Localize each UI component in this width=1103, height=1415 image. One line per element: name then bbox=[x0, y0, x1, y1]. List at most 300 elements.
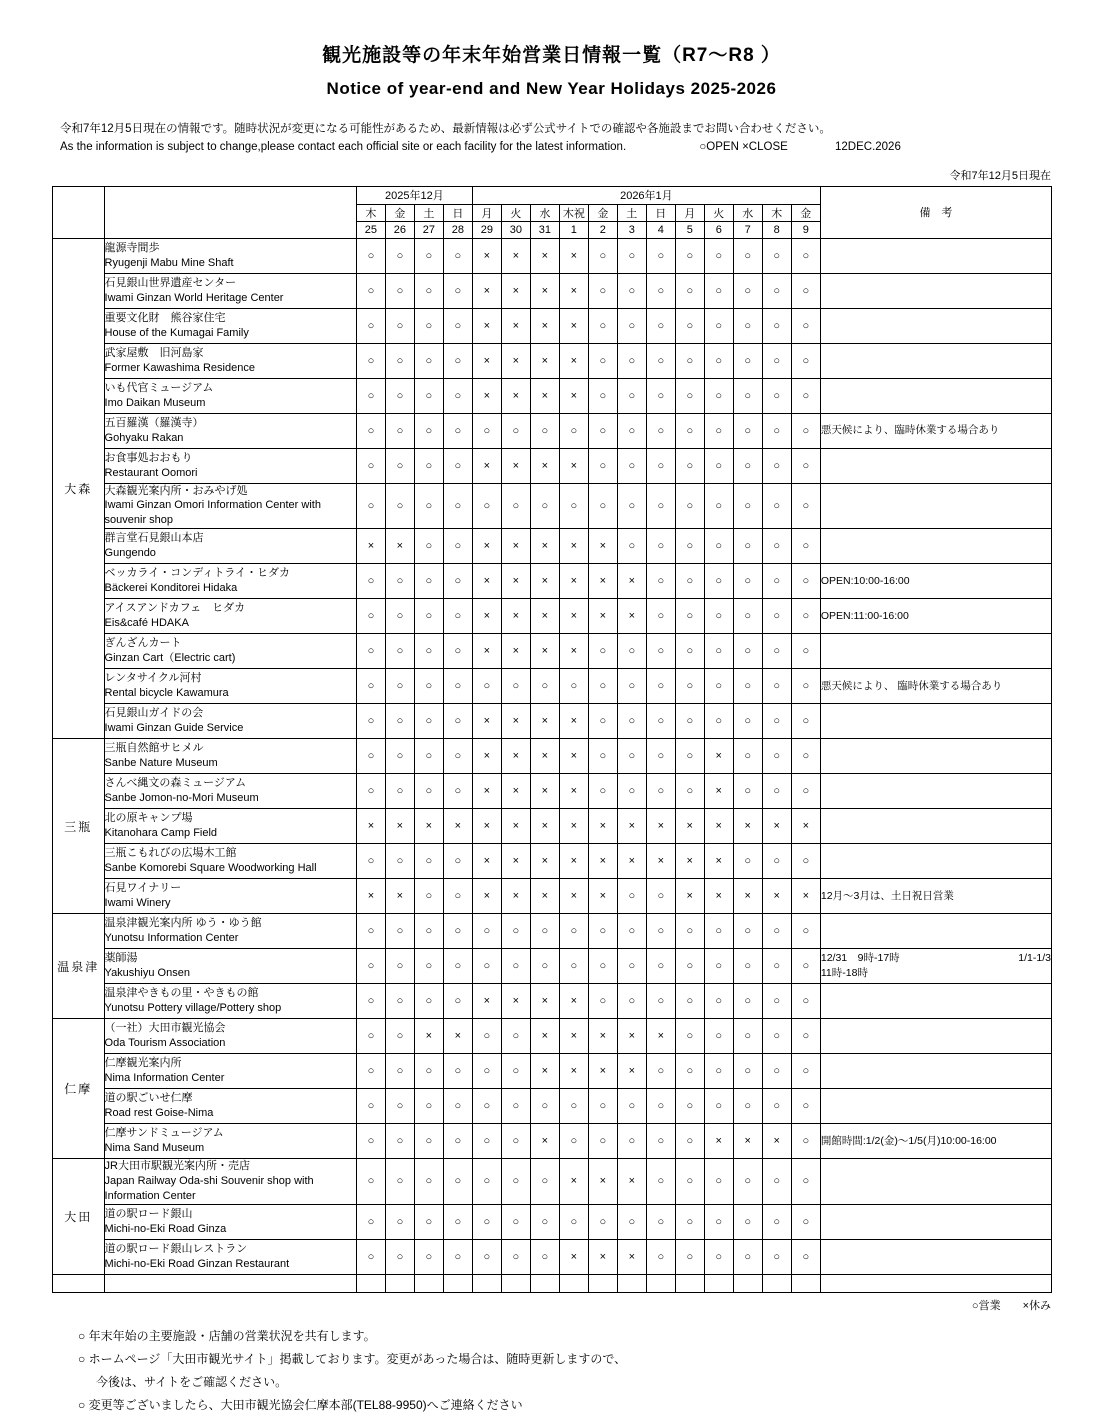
remarks-cell bbox=[820, 844, 1051, 879]
status-mark: ○ bbox=[646, 273, 675, 308]
status-mark: × bbox=[472, 879, 501, 914]
status-mark: × bbox=[704, 1124, 733, 1159]
status-mark: ○ bbox=[762, 949, 791, 984]
status-mark: ○ bbox=[617, 669, 646, 704]
status-mark: ○ bbox=[733, 483, 762, 529]
weekday-cell: 金 bbox=[588, 204, 617, 221]
status-mark: × bbox=[530, 809, 559, 844]
status-mark: ○ bbox=[588, 483, 617, 529]
status-mark: ○ bbox=[646, 739, 675, 774]
remarks-cell bbox=[820, 774, 1051, 809]
status-mark: ○ bbox=[356, 949, 385, 984]
status-mark: ○ bbox=[675, 739, 704, 774]
status-mark: × bbox=[791, 809, 820, 844]
remarks-cell bbox=[820, 634, 1051, 669]
status-mark: ○ bbox=[588, 984, 617, 1019]
facility-name-en: Ryugenji Mabu Mine Shaft bbox=[104, 256, 234, 269]
status-mark: ○ bbox=[588, 1089, 617, 1124]
facility-name-jp: 仁摩観光案内所 bbox=[104, 1057, 182, 1070]
status-mark: ○ bbox=[414, 844, 443, 879]
status-mark: ○ bbox=[443, 879, 472, 914]
status-mark: × bbox=[472, 529, 501, 564]
status-mark: ○ bbox=[530, 413, 559, 448]
status-mark: ○ bbox=[646, 914, 675, 949]
status-mark: ○ bbox=[501, 1019, 530, 1054]
status-mark: ○ bbox=[472, 413, 501, 448]
status-mark: ○ bbox=[501, 1159, 530, 1205]
status-mark: × bbox=[530, 704, 559, 739]
date-cell: 4 bbox=[646, 221, 675, 238]
facility-name-cell bbox=[104, 1054, 356, 1089]
status-mark: × bbox=[762, 1124, 791, 1159]
status-mark: × bbox=[646, 844, 675, 879]
status-mark: ○ bbox=[646, 238, 675, 273]
date-cell: 5 bbox=[675, 221, 704, 238]
status-mark: ○ bbox=[733, 704, 762, 739]
facility-name-en: Iwami Ginzan Omori Information Center with souvenir shop bbox=[104, 499, 321, 527]
status-mark: ○ bbox=[443, 634, 472, 669]
status-mark: ○ bbox=[646, 448, 675, 483]
status-mark: ○ bbox=[733, 1054, 762, 1089]
note-col-header: 備 考 bbox=[820, 186, 1051, 238]
table-row bbox=[53, 984, 1052, 1019]
status-mark: × bbox=[530, 529, 559, 564]
footnote-2: ○ ホームページ「大田市観光サイト」掲載しております。変更があった場合は、随時更新しますので、 bbox=[78, 1351, 627, 1366]
spacer-cell bbox=[472, 1274, 501, 1292]
status-mark: ○ bbox=[414, 238, 443, 273]
status-mark: ○ bbox=[414, 704, 443, 739]
status-mark: ○ bbox=[588, 774, 617, 809]
table-row bbox=[53, 879, 1052, 914]
status-mark: × bbox=[646, 809, 675, 844]
status-mark: ○ bbox=[356, 1204, 385, 1239]
status-mark: ○ bbox=[385, 844, 414, 879]
month-header-jan: 2026年1月 bbox=[472, 186, 820, 204]
status-mark: × bbox=[501, 273, 530, 308]
remarks-text: 12/31 9時-17時 bbox=[820, 952, 900, 965]
facility-name-cell bbox=[104, 273, 356, 308]
status-mark: ○ bbox=[733, 343, 762, 378]
status-mark: × bbox=[588, 1019, 617, 1054]
status-mark: × bbox=[472, 273, 501, 308]
status-mark: ○ bbox=[588, 413, 617, 448]
status-mark: ○ bbox=[385, 1089, 414, 1124]
status-mark: ○ bbox=[443, 483, 472, 529]
status-mark: × bbox=[356, 879, 385, 914]
status-mark: × bbox=[559, 809, 588, 844]
weekday-cell: 火 bbox=[704, 204, 733, 221]
status-mark: ○ bbox=[356, 1124, 385, 1159]
weekday-cell: 土 bbox=[414, 204, 443, 221]
status-mark: ○ bbox=[791, 599, 820, 634]
facility-name-en: Imo Daikan Museum bbox=[104, 396, 206, 409]
status-mark: ○ bbox=[733, 238, 762, 273]
status-mark: ○ bbox=[414, 949, 443, 984]
status-mark: × bbox=[617, 564, 646, 599]
status-mark: × bbox=[356, 809, 385, 844]
status-mark: ○ bbox=[588, 634, 617, 669]
status-mark: × bbox=[414, 1019, 443, 1054]
status-mark: ○ bbox=[385, 238, 414, 273]
status-mark: ○ bbox=[733, 378, 762, 413]
status-mark: × bbox=[501, 809, 530, 844]
status-mark: ○ bbox=[356, 634, 385, 669]
status-mark: ○ bbox=[762, 739, 791, 774]
status-mark: ○ bbox=[762, 1204, 791, 1239]
table-row bbox=[53, 1239, 1052, 1274]
status-mark: ○ bbox=[617, 774, 646, 809]
status-mark: ○ bbox=[791, 669, 820, 704]
status-mark: ○ bbox=[588, 949, 617, 984]
footnotes bbox=[78, 1327, 1103, 1415]
status-mark: ○ bbox=[733, 984, 762, 1019]
status-mark: ○ bbox=[646, 378, 675, 413]
status-mark: ○ bbox=[443, 343, 472, 378]
facility-name-en: Oda Tourism Association bbox=[104, 1037, 226, 1050]
status-mark: ○ bbox=[791, 378, 820, 413]
facility-name-jp: さんべ縄文の森ミュージアム bbox=[104, 777, 247, 790]
remarks-text: 12月～3月は、土日祝日営業 bbox=[820, 889, 954, 902]
status-mark: ○ bbox=[414, 1204, 443, 1239]
status-mark: × bbox=[501, 739, 530, 774]
status-mark: ○ bbox=[762, 529, 791, 564]
area-label: 三瓶 bbox=[53, 739, 105, 914]
status-mark: ○ bbox=[704, 914, 733, 949]
spacer-cell bbox=[559, 1274, 588, 1292]
spacer-cell bbox=[414, 1274, 443, 1292]
status-mark: ○ bbox=[414, 879, 443, 914]
status-mark: ○ bbox=[704, 483, 733, 529]
facility-name-cell bbox=[104, 1159, 356, 1205]
status-mark: ○ bbox=[791, 1054, 820, 1089]
status-mark: ○ bbox=[733, 844, 762, 879]
status-mark: ○ bbox=[646, 879, 675, 914]
status-mark: ○ bbox=[704, 1089, 733, 1124]
status-mark: ○ bbox=[414, 984, 443, 1019]
status-mark: ○ bbox=[646, 669, 675, 704]
facility-name-en: Sanbe Nature Museum bbox=[104, 757, 218, 770]
facility-name-jp: 温泉津観光案内所 ゆう・ゆう館 bbox=[104, 917, 262, 930]
status-mark: ○ bbox=[443, 1124, 472, 1159]
facility-name-cell bbox=[104, 529, 356, 564]
status-mark: ○ bbox=[443, 1204, 472, 1239]
status-mark: ○ bbox=[762, 914, 791, 949]
facility-name-jp: いも代官ミュージアム bbox=[104, 381, 214, 394]
status-mark: × bbox=[501, 308, 530, 343]
spacer-cell bbox=[385, 1274, 414, 1292]
facility-name-jp: 薬師湯 bbox=[104, 952, 138, 965]
status-mark: ○ bbox=[617, 529, 646, 564]
status-mark: × bbox=[588, 844, 617, 879]
status-mark: × bbox=[559, 879, 588, 914]
remarks-cell bbox=[820, 529, 1051, 564]
status-mark: × bbox=[704, 739, 733, 774]
facility-name-jp: 仁摩サンドミュージアム bbox=[104, 1127, 224, 1140]
status-mark: ○ bbox=[443, 1159, 472, 1205]
status-mark: ○ bbox=[385, 949, 414, 984]
remarks-cell bbox=[820, 273, 1051, 308]
remarks-cell bbox=[820, 1239, 1051, 1274]
facility-name-en: Japan Railway Oda-shi Souvenir shop with Information Center bbox=[104, 1175, 314, 1202]
remarks-cell bbox=[820, 1089, 1051, 1124]
status-mark: × bbox=[588, 529, 617, 564]
status-mark: × bbox=[501, 879, 530, 914]
status-mark: × bbox=[559, 844, 588, 879]
status-mark: × bbox=[559, 378, 588, 413]
status-mark: × bbox=[501, 378, 530, 413]
status-mark: × bbox=[530, 448, 559, 483]
status-mark: × bbox=[588, 599, 617, 634]
status-mark: ○ bbox=[443, 1089, 472, 1124]
status-mark: ○ bbox=[617, 949, 646, 984]
status-mark: ○ bbox=[443, 238, 472, 273]
status-mark: ○ bbox=[588, 669, 617, 704]
status-mark: ○ bbox=[414, 1239, 443, 1274]
status-mark: ○ bbox=[501, 1089, 530, 1124]
status-mark: ○ bbox=[733, 564, 762, 599]
status-mark: ○ bbox=[385, 378, 414, 413]
facility-name-en: Yakushiyu Onsen bbox=[104, 967, 190, 980]
status-mark: ○ bbox=[414, 669, 443, 704]
status-mark: ○ bbox=[646, 1089, 675, 1124]
status-mark: ○ bbox=[414, 1054, 443, 1089]
status-mark: ○ bbox=[559, 483, 588, 529]
facility-name-en: Michi-no-Eki Road Ginzan Restaurant bbox=[104, 1257, 290, 1270]
status-mark: ○ bbox=[675, 308, 704, 343]
status-mark: ○ bbox=[762, 448, 791, 483]
status-mark: ○ bbox=[675, 1239, 704, 1274]
status-mark: ○ bbox=[675, 1159, 704, 1205]
table-row bbox=[53, 914, 1052, 949]
facility-name-jp: 石見銀山世界遺産センター bbox=[104, 276, 237, 289]
status-mark: ○ bbox=[675, 413, 704, 448]
status-mark: ○ bbox=[472, 1019, 501, 1054]
status-mark: × bbox=[588, 1239, 617, 1274]
status-mark: ○ bbox=[762, 1019, 791, 1054]
status-mark: ○ bbox=[733, 949, 762, 984]
date-cell: 26 bbox=[385, 221, 414, 238]
header-note-en: As the information is subject to change,please contact each official site or each facility for the latest information. bbox=[60, 140, 627, 153]
status-mark: ○ bbox=[791, 413, 820, 448]
date-cell: 1 bbox=[559, 221, 588, 238]
status-mark: ○ bbox=[617, 483, 646, 529]
status-mark: ○ bbox=[733, 308, 762, 343]
status-mark: × bbox=[733, 809, 762, 844]
status-mark: ○ bbox=[530, 1089, 559, 1124]
weekday-cell: 木 bbox=[762, 204, 791, 221]
date-cell: 8 bbox=[762, 221, 791, 238]
status-mark: ○ bbox=[791, 308, 820, 343]
status-mark: ○ bbox=[385, 1204, 414, 1239]
date-cell: 31 bbox=[530, 221, 559, 238]
status-mark: ○ bbox=[472, 483, 501, 529]
status-mark: ○ bbox=[675, 1124, 704, 1159]
status-mark: ○ bbox=[530, 949, 559, 984]
status-mark: × bbox=[646, 1019, 675, 1054]
status-mark: ○ bbox=[385, 1159, 414, 1205]
status-mark: ○ bbox=[530, 1159, 559, 1205]
status-mark: ○ bbox=[675, 564, 704, 599]
table-header bbox=[53, 186, 1052, 238]
status-mark: × bbox=[472, 704, 501, 739]
status-mark: ○ bbox=[414, 564, 443, 599]
status-mark: ○ bbox=[791, 1089, 820, 1124]
status-mark: ○ bbox=[356, 704, 385, 739]
status-mark: ○ bbox=[472, 1159, 501, 1205]
facility-name-jp: 道の駅ごいせ仁摩 bbox=[104, 1092, 193, 1105]
status-mark: ○ bbox=[704, 984, 733, 1019]
remarks-cell bbox=[820, 483, 1051, 529]
status-mark: ○ bbox=[762, 774, 791, 809]
remarks-text-right: 1/1-1/3 bbox=[1018, 952, 1051, 965]
remarks-cell bbox=[820, 809, 1051, 844]
facility-name-cell bbox=[104, 984, 356, 1019]
status-mark: ○ bbox=[675, 483, 704, 529]
status-mark: ○ bbox=[646, 564, 675, 599]
facility-name-en: Restaurant Oomori bbox=[104, 466, 198, 479]
status-mark: × bbox=[617, 1239, 646, 1274]
date-cell: 30 bbox=[501, 221, 530, 238]
status-mark: ○ bbox=[559, 669, 588, 704]
status-mark: × bbox=[530, 634, 559, 669]
status-mark: × bbox=[588, 1054, 617, 1089]
status-mark: × bbox=[559, 1054, 588, 1089]
status-mark: × bbox=[617, 809, 646, 844]
status-mark: × bbox=[559, 238, 588, 273]
status-mark: × bbox=[559, 564, 588, 599]
status-mark: ○ bbox=[472, 669, 501, 704]
table-row bbox=[53, 483, 1052, 529]
status-mark: × bbox=[559, 1239, 588, 1274]
page-title-en: Notice of year-end and New Year Holidays 2025-2026 bbox=[326, 79, 777, 98]
facility-name-jp: 温泉津やきもの里・やきもの館 bbox=[104, 987, 259, 1000]
status-mark: × bbox=[501, 634, 530, 669]
status-mark: × bbox=[588, 809, 617, 844]
status-mark: ○ bbox=[762, 238, 791, 273]
remarks-text: OPEN:10:00-16:00 bbox=[820, 574, 910, 587]
facility-name-cell bbox=[104, 599, 356, 634]
area-col-header bbox=[53, 186, 105, 238]
table-row bbox=[53, 704, 1052, 739]
status-mark: ○ bbox=[733, 448, 762, 483]
status-mark: ○ bbox=[414, 483, 443, 529]
status-mark: ○ bbox=[762, 669, 791, 704]
status-mark: ○ bbox=[356, 844, 385, 879]
facility-name-cell bbox=[104, 809, 356, 844]
status-mark: ○ bbox=[559, 1204, 588, 1239]
status-mark: ○ bbox=[530, 1239, 559, 1274]
facility-name-jp: 三瓶こもれびの広場木工館 bbox=[104, 847, 237, 860]
status-mark: ○ bbox=[733, 1089, 762, 1124]
remarks-cell bbox=[820, 1019, 1051, 1054]
remarks-text: OPEN:11:00-16:00 bbox=[820, 609, 909, 622]
facility-name-jp: 北の原キャンプ場 bbox=[104, 812, 193, 825]
facility-name-en: Yunotsu Pottery village/Pottery shop bbox=[104, 1002, 282, 1015]
status-mark: ○ bbox=[443, 413, 472, 448]
status-mark: × bbox=[385, 879, 414, 914]
table-row bbox=[53, 739, 1052, 774]
status-mark: ○ bbox=[501, 1054, 530, 1089]
status-mark: ○ bbox=[588, 1204, 617, 1239]
facility-name-cell bbox=[104, 413, 356, 448]
footnote-3: ○ 変更等ございましたら、大田市観光協会仁摩本部(TEL88-9950)へご連絡ください bbox=[78, 1398, 523, 1413]
status-mark: ○ bbox=[443, 308, 472, 343]
facility-name-cell bbox=[104, 774, 356, 809]
status-mark: ○ bbox=[791, 914, 820, 949]
status-mark: ○ bbox=[443, 669, 472, 704]
status-mark: ○ bbox=[472, 1239, 501, 1274]
status-mark: ○ bbox=[385, 448, 414, 483]
table-row bbox=[53, 949, 1052, 984]
remarks-cell bbox=[820, 413, 1051, 448]
status-mark: × bbox=[530, 1054, 559, 1089]
status-mark: ○ bbox=[385, 564, 414, 599]
status-mark: ○ bbox=[443, 844, 472, 879]
status-mark: ○ bbox=[762, 984, 791, 1019]
footnote-1: ○ 年末年始の主要施設・店舗の営業状況を共有します。 bbox=[78, 1328, 376, 1343]
facility-name-en: Ginzan Cart（Electric cart) bbox=[104, 652, 236, 665]
status-mark: ○ bbox=[704, 308, 733, 343]
status-mark: ○ bbox=[443, 704, 472, 739]
status-mark: × bbox=[530, 774, 559, 809]
status-mark: × bbox=[559, 1019, 588, 1054]
status-mark: ○ bbox=[385, 669, 414, 704]
status-mark: × bbox=[617, 1159, 646, 1205]
status-mark: ○ bbox=[414, 774, 443, 809]
status-mark: × bbox=[559, 634, 588, 669]
status-mark: ○ bbox=[704, 448, 733, 483]
table-row bbox=[53, 669, 1052, 704]
status-mark: ○ bbox=[385, 1124, 414, 1159]
status-mark: ○ bbox=[385, 1239, 414, 1274]
status-mark: ○ bbox=[646, 1159, 675, 1205]
title-block bbox=[0, 0, 1103, 99]
status-mark: ○ bbox=[356, 483, 385, 529]
status-mark: ○ bbox=[791, 448, 820, 483]
status-mark: ○ bbox=[385, 984, 414, 1019]
status-mark: × bbox=[530, 984, 559, 1019]
status-mark: ○ bbox=[762, 343, 791, 378]
status-mark: × bbox=[530, 564, 559, 599]
status-mark: ○ bbox=[675, 984, 704, 1019]
status-mark: ○ bbox=[675, 599, 704, 634]
status-mark: × bbox=[617, 1054, 646, 1089]
status-mark: ○ bbox=[646, 308, 675, 343]
status-mark: ○ bbox=[588, 308, 617, 343]
status-mark: ○ bbox=[385, 634, 414, 669]
status-mark: × bbox=[762, 809, 791, 844]
table-row bbox=[53, 273, 1052, 308]
table-row bbox=[53, 378, 1052, 413]
facility-name-jp: 道の駅ロード銀山 bbox=[104, 1207, 193, 1220]
facility-name-en: Former Kawashima Residence bbox=[104, 361, 255, 374]
status-mark: ○ bbox=[385, 413, 414, 448]
status-mark: × bbox=[385, 809, 414, 844]
facility-name-cell bbox=[104, 378, 356, 413]
spacer-cell bbox=[675, 1274, 704, 1292]
status-mark: ○ bbox=[414, 413, 443, 448]
status-mark: ○ bbox=[704, 529, 733, 564]
facility-name-en: Sanbe Komorebi Square Woodworking Hall bbox=[104, 862, 317, 875]
status-mark: ○ bbox=[472, 1204, 501, 1239]
status-mark: ○ bbox=[559, 1089, 588, 1124]
table-row bbox=[53, 774, 1052, 809]
weekday-cell: 月 bbox=[472, 204, 501, 221]
status-mark: ○ bbox=[704, 704, 733, 739]
facility-col-header bbox=[104, 186, 356, 238]
table-row bbox=[53, 1204, 1052, 1239]
status-mark: ○ bbox=[385, 1019, 414, 1054]
